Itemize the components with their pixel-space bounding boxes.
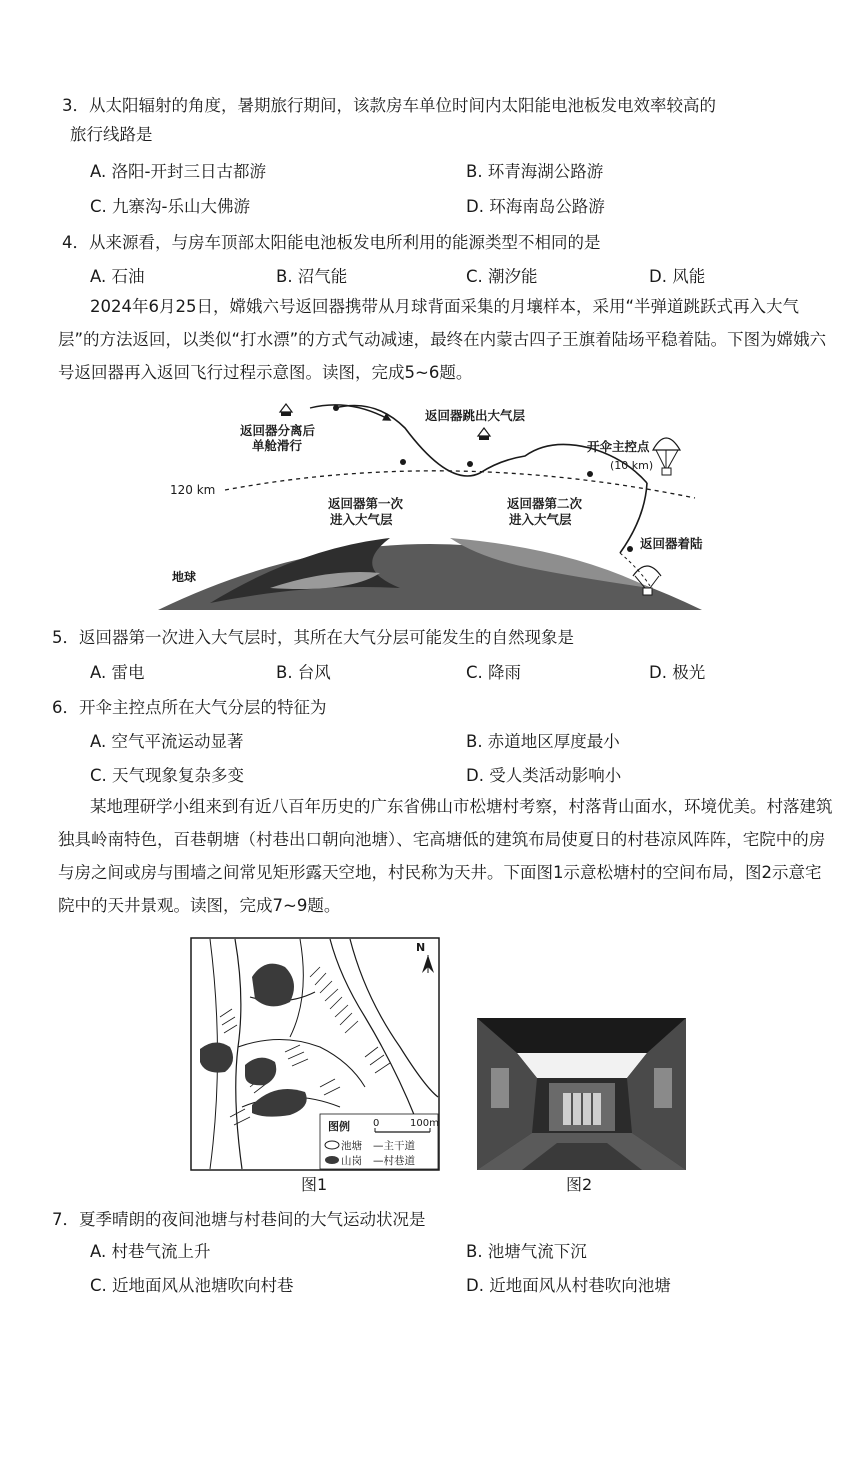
parachute-icon (653, 438, 680, 475)
map-legend (320, 1114, 439, 1169)
label-second-entry-2: 进入大气层 (509, 512, 572, 527)
point-first-entry (400, 459, 406, 465)
legend-pond-label: 池塘 (341, 1140, 362, 1152)
scale-zero: 0 (373, 1118, 380, 1129)
point-second-entry (587, 471, 593, 477)
legend-lane-label: —村巷道 (373, 1155, 415, 1167)
q3-option-c: C. 九寨沟-乐山大佛游 (90, 197, 250, 216)
label-parachute-2: (10 km) (610, 459, 654, 472)
label-skip-out: 返回器跳出大气层 (425, 408, 526, 423)
q3-stem-line1: 3．从太阳辐射的角度，暑期旅行期间，该款房车单位时间内太阳能电池板发电效率较高的 (62, 96, 716, 115)
q4-stem: 4．从来源看，与房车顶部太阳能电池板发电所利用的能源类型不相同的是 (62, 233, 601, 252)
q7-option-b: B. 池塘气流下沉 (466, 1242, 587, 1261)
trajectory-start-arrow (310, 405, 390, 420)
figure2-caption: 图2 (566, 1175, 593, 1194)
passage-songtang: 某地理研学小组来到有近八百年历史的广东省佛山市松塘村考察，村落背山面水，环境优美。村落建筑独具岭南特色，百巷朝塘（村巷出口朝向池塘）、宅高塘低的建筑布局使夏日的村巷凉风阵阵，宅院中的房与房之间或房与围墙之间常见矩形露天空地，村民称为天井。下面图1示意松塘村的空间布局，图2示意宅院中的天井景观。读图，完成7~9题。 (58, 797, 833, 915)
hill-shape (200, 1042, 233, 1072)
q7-stem: 7．夏季晴朗的夜间池塘与村巷间的大气运动状况是 (52, 1210, 426, 1229)
label-separate-1: 返回器分离后 (240, 423, 316, 438)
point-landing-approach (627, 546, 633, 552)
q7-option-a: A. 村巷气流上升 (90, 1242, 211, 1261)
north-label: N (416, 941, 426, 954)
point-separation (333, 405, 339, 411)
legend-main-road-label: —主干道 (373, 1140, 415, 1152)
q5-stem: 5．返回器第一次进入大气层时，其所在大气分层可能发生的自然现象是 (52, 628, 574, 647)
legend-hill-swatch (325, 1156, 339, 1164)
q6-option-d: D. 受人类活动影响小 (466, 766, 622, 785)
q7-option-d: D. 近地面风从村巷吹向池塘 (466, 1276, 671, 1295)
figure1-village-map (190, 937, 440, 1171)
legend-hill-label: 山岗 (341, 1155, 362, 1167)
legend-pond-swatch (325, 1141, 339, 1149)
q6-option-a: A. 空气平流运动显著 (90, 732, 244, 751)
label-earth: 地球 (172, 570, 197, 584)
label-separate-2: 单舱滑行 (252, 438, 303, 453)
legend-title: 图例 (328, 1120, 350, 1133)
capsule-icon (280, 404, 292, 416)
point-skip-out (467, 461, 473, 467)
label-120km: 120 km (170, 483, 216, 497)
capsule-icon (478, 428, 490, 440)
q5-option-a: A. 雷电 (90, 663, 145, 682)
q3-option-a: A. 洛阳-开封三日古都游 (90, 162, 266, 181)
q6-option-c: C. 天气现象复杂多变 (90, 766, 245, 785)
label-second-entry-1: 返回器第二次 (507, 496, 583, 511)
hill-shape (252, 964, 294, 1007)
passage-change6: 2024年6月25日，嫦娥六号返回器携带从月球背面采集的月壤样本，采用“半弹道跳跃式再入大气层”的方法返回，以类似“打水漂”的方式气动减速，最终在内蒙古四子王旗着陆场平稳着陆。下图为嫦娥六号返回器再入返回飞行过程示意图。读图，完成5~6题。 (58, 297, 827, 382)
q7-option-c: C. 近地面风从池塘吹向村巷 (90, 1276, 294, 1295)
sky-opening (517, 1053, 647, 1078)
q5-option-d: D. 极光 (649, 663, 706, 682)
q6-option-b: B. 赤道地区厚度最小 (466, 732, 620, 751)
q5-option-c: C. 降雨 (466, 663, 522, 682)
scale-length: 100m (410, 1118, 439, 1129)
q4-option-a: A. 石油 (90, 267, 145, 286)
q6-stem: 6．开伞主控点所在大气分层的特征为 (52, 698, 327, 717)
q4-option-d: D. 风能 (649, 267, 706, 286)
label-landing: 返回器着陆 (640, 536, 703, 551)
reentry-diagram (150, 398, 710, 613)
label-first-entry-2: 进入大气层 (330, 512, 393, 527)
q4-option-b: B. 沼气能 (276, 267, 348, 286)
q5-option-b: B. 台风 (276, 663, 331, 682)
figure2-courtyard-photo (477, 1018, 686, 1170)
figure1-caption: 图1 (301, 1175, 328, 1194)
q4-option-c: C. 潮汐能 (466, 267, 538, 286)
q3-option-d: D. 环海南岛公路游 (466, 197, 605, 216)
q3-option-b: B. 环青海湖公路游 (466, 162, 604, 181)
label-first-entry-1: 返回器第一次 (328, 496, 404, 511)
label-parachute-1: 开伞主控点 (587, 439, 650, 454)
earth-shape (158, 538, 702, 610)
q3-stem-line2: 旅行线路是 (70, 125, 153, 144)
